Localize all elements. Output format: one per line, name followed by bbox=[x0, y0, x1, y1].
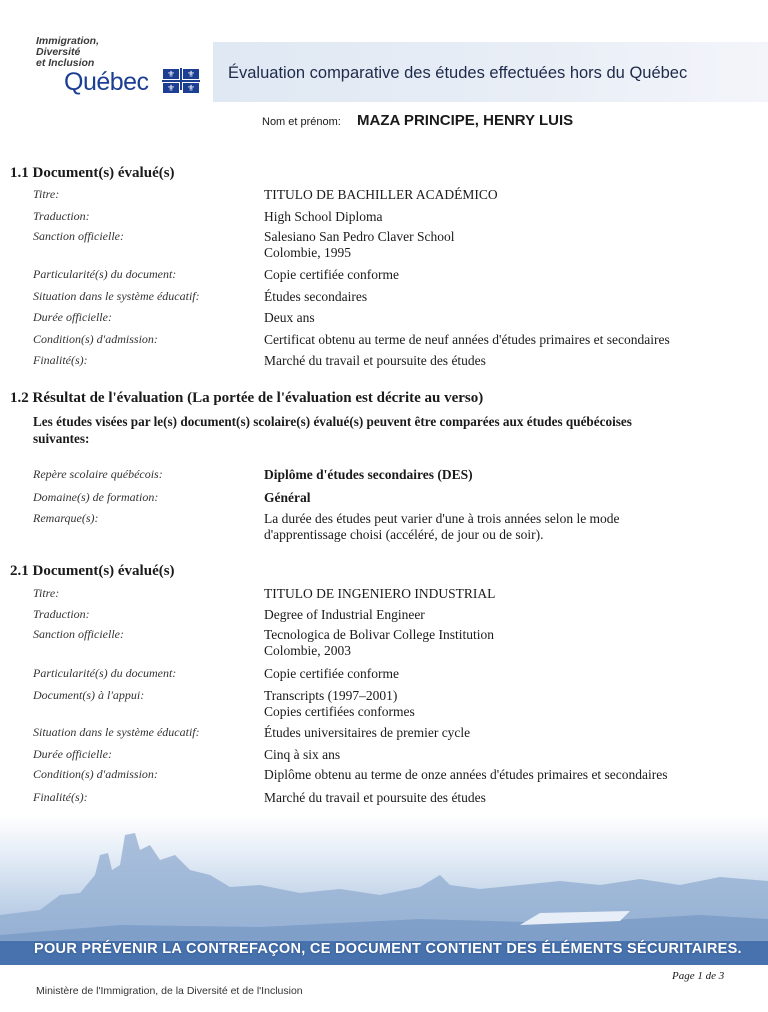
field-value bbox=[264, 586, 495, 602]
field-value-line: Copie certifiée conforme bbox=[264, 666, 399, 681]
field-value-line: Deux ans bbox=[264, 310, 315, 325]
field-label: Repère scolaire québécois: bbox=[33, 467, 163, 481]
security-notice: POUR PRÉVENIR LA CONTREFAÇON, CE DOCUMENT CONTIENT DES ÉLÉMENTS SÉCURITAIRES. bbox=[34, 941, 742, 957]
fleur-de-lis-icon: ⚜ bbox=[182, 68, 200, 80]
ministry-name: Immigration, Diversité et Inclusion bbox=[36, 35, 100, 69]
field-label: Document(s) à l'appui: bbox=[33, 688, 145, 702]
field-value bbox=[264, 511, 620, 543]
section-2-1-heading: 2.1 Document(s) évalué(s) bbox=[10, 563, 175, 579]
fleur-de-lis-icon: ⚜ bbox=[162, 68, 180, 80]
page-number: Page 1 de 3 bbox=[672, 970, 725, 982]
field-label: Situation dans le système éducatif: bbox=[33, 725, 200, 739]
name-value: MAZA PRINCIPE, HENRY LUIS bbox=[357, 112, 574, 129]
field-value bbox=[264, 747, 340, 763]
field-value-line: Marché du travail et poursuite des études bbox=[264, 790, 486, 805]
quebec-logo-text: Québec bbox=[64, 68, 149, 96]
field-label: Titre: bbox=[33, 586, 60, 600]
field-label: Condition(s) d'admission: bbox=[33, 332, 158, 346]
field-value-line: Degree of Industrial Engineer bbox=[264, 607, 425, 622]
field-label: Sanction officielle: bbox=[33, 627, 124, 641]
field-value-line: Général bbox=[264, 490, 311, 505]
field-value-line: Certificat obtenu au terme de neuf années d'études primaires et secondaires bbox=[264, 332, 670, 347]
field-value bbox=[264, 725, 470, 741]
field-value-line: La durée des études peut varier d'une à trois années selon le mode bbox=[264, 511, 620, 526]
field-label: Finalité(s): bbox=[33, 353, 88, 367]
field-value bbox=[264, 490, 311, 506]
field-label: Sanction officielle: bbox=[33, 229, 124, 243]
evaluation-intro-line-2: suivantes: bbox=[33, 431, 90, 446]
field-value-line: Études secondaires bbox=[264, 289, 368, 304]
field-value-line: Tecnologica de Bolivar College Institution bbox=[264, 627, 495, 642]
section-1-2-heading: 1.2 Résultat de l'évaluation (La portée de l'évaluation est décrite au verso) bbox=[10, 390, 484, 406]
field-value bbox=[264, 607, 425, 623]
field-value-line: Colombie, 1995 bbox=[264, 245, 351, 260]
field-value bbox=[264, 187, 498, 203]
field-label: Particularité(s) du document: bbox=[33, 666, 177, 680]
field-value bbox=[264, 267, 399, 283]
field-value-line: Cinq à six ans bbox=[264, 747, 341, 762]
field-value bbox=[264, 289, 367, 305]
field-label: Particularité(s) du document: bbox=[33, 267, 177, 281]
field-label: Durée officielle: bbox=[33, 747, 112, 761]
fleur-de-lis-icon: ⚜ bbox=[162, 82, 180, 94]
footer-ministry: Ministère de l'Immigration, de la Diversité et de l'Inclusion bbox=[36, 985, 303, 997]
document-title: Évaluation comparative des études effectuées hors du Québec bbox=[228, 64, 688, 82]
field-label: Finalité(s): bbox=[33, 790, 88, 804]
field-value-line: TITULO DE BACHILLER ACADÉMICO bbox=[264, 187, 498, 202]
section-1-1-heading: 1.1 Document(s) évalué(s) bbox=[10, 165, 175, 181]
quebec-flag-icon bbox=[162, 68, 200, 93]
field-label: Situation dans le système éducatif: bbox=[33, 289, 200, 303]
field-value bbox=[264, 467, 473, 483]
field-label: Traduction: bbox=[33, 209, 90, 223]
field-value bbox=[264, 229, 454, 261]
field-label: Durée officielle: bbox=[33, 310, 112, 324]
field-value bbox=[264, 353, 486, 369]
field-value-line: Diplôme obtenu au terme de onze années d'études primaires et secondaires bbox=[264, 767, 668, 782]
field-value-line: Marché du travail et poursuite des études bbox=[264, 353, 486, 368]
field-label: Condition(s) d'admission: bbox=[33, 767, 158, 781]
field-value bbox=[264, 209, 383, 225]
field-label: Remarque(s): bbox=[33, 511, 99, 525]
field-value-line: Salesiano San Pedro Claver School bbox=[264, 229, 455, 244]
field-value bbox=[264, 310, 315, 326]
field-label: Domaine(s) de formation: bbox=[33, 490, 159, 504]
field-value-line: Copies certifiées conformes bbox=[264, 704, 415, 719]
field-value bbox=[264, 627, 494, 659]
field-value-line: Copie certifiée conforme bbox=[264, 267, 399, 282]
field-value bbox=[264, 767, 668, 783]
field-value bbox=[264, 790, 486, 806]
name-label: Nom et prénom: bbox=[262, 116, 341, 128]
field-value-line: Colombie, 2003 bbox=[264, 643, 351, 658]
field-value-line: Études universitaires de premier cycle bbox=[264, 725, 471, 740]
field-value-line: Transcripts (1997–2001) bbox=[264, 688, 398, 703]
field-value-line: High School Diploma bbox=[264, 209, 383, 224]
field-label: Traduction: bbox=[33, 607, 90, 621]
field-label: Titre: bbox=[33, 187, 60, 201]
field-value-line: d'apprentissage choisi (accéléré, de jour ou de soir). bbox=[264, 527, 544, 542]
evaluation-intro bbox=[33, 413, 723, 447]
field-value bbox=[264, 688, 415, 720]
evaluation-intro-line-1: Les études visées par le(s) document(s) scolaire(s) évalué(s) peuvent être comparées aux études québécoises bbox=[33, 414, 632, 429]
field-value-line: Diplôme d'études secondaires (DES) bbox=[264, 467, 473, 482]
field-value bbox=[264, 666, 399, 682]
field-value bbox=[264, 332, 670, 348]
field-value-line: TITULO DE INGENIERO INDUSTRIAL bbox=[264, 586, 496, 601]
fleur-de-lis-icon: ⚜ bbox=[182, 82, 200, 94]
